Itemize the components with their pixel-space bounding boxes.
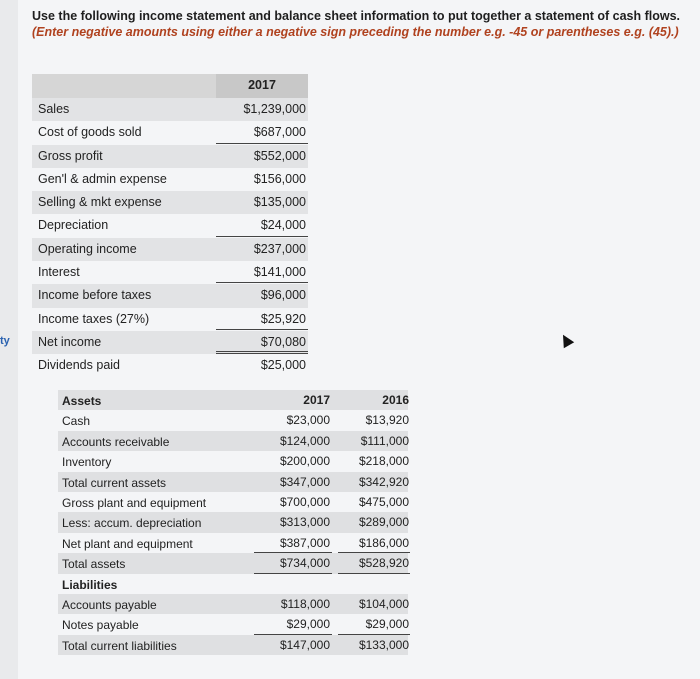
question-page bbox=[18, 0, 700, 679]
row-label: Net income bbox=[38, 334, 102, 349]
table-row bbox=[32, 145, 308, 168]
assets-header: Assets bbox=[62, 394, 102, 408]
row-value-2017: $387,000 bbox=[279, 535, 330, 550]
row-label: Gen'l & admin expense bbox=[38, 171, 167, 186]
row-label: Accounts receivable bbox=[62, 434, 170, 449]
row-label: Inventory bbox=[62, 455, 112, 470]
row-label: Total current assets bbox=[62, 475, 167, 490]
row-value: $96,000 bbox=[260, 288, 306, 303]
row-label: Depreciation bbox=[38, 218, 109, 233]
row-value-2016: $104,000 bbox=[358, 596, 409, 611]
row-label: Gross profit bbox=[38, 148, 103, 163]
row-value: $237,000 bbox=[253, 241, 306, 256]
row-value: $141,000 bbox=[253, 265, 306, 280]
row-value-2016: $289,000 bbox=[358, 515, 409, 530]
row-value-2017: $118,000 bbox=[280, 596, 330, 611]
table-row bbox=[32, 331, 308, 354]
row-label: Income before taxes bbox=[38, 288, 152, 303]
row-value-2016: $111,000 bbox=[360, 433, 409, 448]
row-label: Cost of goods sold bbox=[38, 125, 142, 140]
table-row bbox=[58, 594, 408, 614]
row-label: Operating income bbox=[38, 241, 137, 256]
table-row bbox=[58, 533, 408, 553]
row-value: $552,000 bbox=[253, 148, 306, 163]
row-value-2017: $313,000 bbox=[279, 515, 330, 530]
row-value-2017: $700,000 bbox=[279, 494, 330, 509]
income-year: 2017 bbox=[248, 78, 276, 92]
table-row bbox=[58, 553, 408, 573]
table-row bbox=[58, 431, 408, 451]
balance-sheet-header bbox=[58, 390, 408, 410]
table-row bbox=[32, 308, 308, 331]
row-value-2016: $29,000 bbox=[365, 617, 409, 632]
liabilities-header: Liabilities bbox=[62, 577, 118, 592]
balance-sheet-table bbox=[58, 390, 408, 655]
row-value-2017: $124,000 bbox=[279, 433, 330, 448]
income-statement-table bbox=[32, 74, 308, 378]
row-label: Accounts payable bbox=[62, 597, 157, 612]
liabilities-header-row bbox=[58, 574, 408, 594]
row-value: $25,920 bbox=[260, 311, 306, 326]
table-row bbox=[32, 284, 308, 307]
year-2016-header: 2016 bbox=[382, 393, 409, 407]
question-prompt bbox=[32, 8, 687, 40]
row-label: Total assets bbox=[62, 557, 126, 572]
row-value-2017: $734,000 bbox=[279, 556, 330, 571]
row-value-2017: $347,000 bbox=[279, 474, 330, 489]
table-row bbox=[32, 98, 308, 121]
row-label: Cash bbox=[62, 414, 91, 429]
table-row bbox=[32, 354, 308, 377]
table-row bbox=[58, 492, 408, 512]
row-value-2017: $147,000 bbox=[279, 637, 330, 652]
table-row bbox=[32, 238, 308, 261]
income-statement-header bbox=[32, 74, 308, 98]
row-label: Notes payable bbox=[62, 618, 139, 633]
mouse-cursor-icon bbox=[558, 332, 574, 348]
prompt-text: Use the following income statement and balance sheet information to put together a statement of cash flows. bbox=[32, 9, 681, 23]
row-label: Selling & mkt expense bbox=[38, 195, 162, 210]
table-row bbox=[32, 261, 308, 284]
row-value-2016: $13,920 bbox=[365, 413, 409, 428]
table-row bbox=[58, 472, 408, 492]
row-value: $687,000 bbox=[253, 125, 306, 140]
table-row bbox=[58, 512, 408, 532]
row-value-2017: $23,000 bbox=[286, 413, 330, 428]
table-row bbox=[58, 614, 408, 634]
row-label: Dividends paid bbox=[38, 358, 120, 373]
table-row bbox=[32, 168, 308, 191]
row-value: $156,000 bbox=[253, 171, 306, 186]
row-value: $135,000 bbox=[253, 195, 306, 210]
edge-text: ty bbox=[0, 335, 10, 347]
row-value-2016: $218,000 bbox=[358, 454, 409, 469]
year-2017-header: 2017 bbox=[303, 393, 330, 407]
row-label: Total current liabilities bbox=[62, 638, 177, 653]
table-row bbox=[32, 191, 308, 214]
row-label: Net plant and equipment bbox=[62, 536, 193, 551]
row-value-2016: $186,000 bbox=[358, 535, 409, 550]
row-value-2016: $528,920 bbox=[358, 556, 409, 571]
table-row bbox=[58, 451, 408, 471]
row-value: $25,000 bbox=[260, 358, 306, 373]
row-value: $24,000 bbox=[260, 218, 306, 233]
table-row bbox=[32, 121, 308, 144]
table-row bbox=[58, 635, 408, 655]
row-value-2016: $475,000 bbox=[358, 494, 409, 509]
row-value-2016: $133,000 bbox=[358, 637, 409, 652]
row-label: Interest bbox=[38, 265, 80, 280]
row-label: Gross plant and equipment bbox=[62, 495, 207, 510]
row-label: Less: accum. depreciation bbox=[62, 516, 202, 531]
row-value-2016: $342,920 bbox=[358, 474, 409, 489]
row-value-2017: $29,000 bbox=[286, 617, 330, 632]
row-value: $1,239,000 bbox=[243, 102, 306, 116]
row-label: Income taxes (27%) bbox=[38, 311, 150, 326]
table-row bbox=[58, 410, 408, 430]
prompt-hint: (Enter negative amounts using either a negative sign preceding the number e.g. -45 or parentheses e.g. (45).) bbox=[32, 25, 679, 39]
row-value-2017: $200,000 bbox=[279, 454, 330, 469]
row-label: Sales bbox=[38, 102, 70, 116]
row-value: $70,080 bbox=[260, 334, 306, 349]
table-row bbox=[32, 214, 308, 237]
